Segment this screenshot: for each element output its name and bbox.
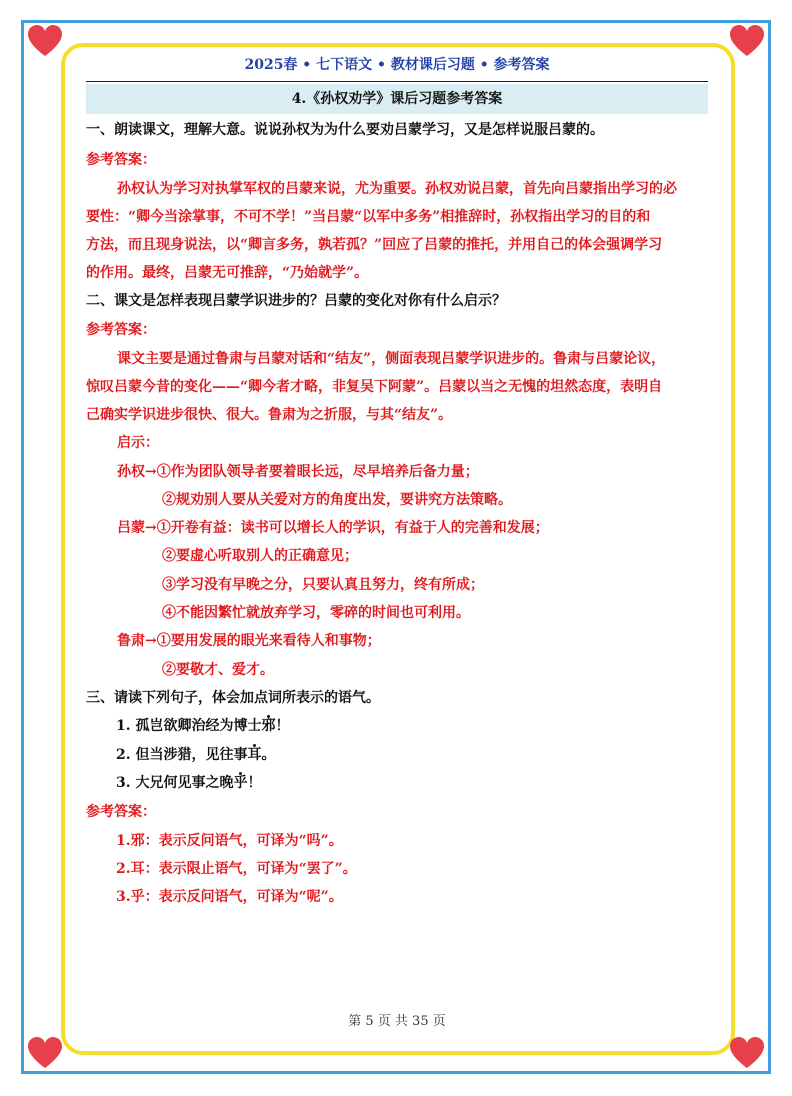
answer-line: 惊叹吕蒙今昔的变化——“卿今者才略，非复吴下阿蒙”。吕蒙以当之无愧的坦然态度，表明自 (86, 379, 663, 395)
question-3: 三、请读下列句子，体会加点词所表示的语气。 (86, 690, 380, 706)
insight-item: ②要敬才、爱才。 (162, 662, 274, 678)
insight-label: 启示： (117, 435, 159, 451)
answer-line: 方法，而且现身说法，以“卿言多务，孰若孤？”回应了吕蒙的推托，并用自己的体会强调学习 (86, 237, 663, 253)
header-divider (86, 81, 708, 82)
sentence-text: 2. 但当涉猎，见往事 (116, 747, 248, 763)
dotted-word: 乎 (233, 775, 248, 791)
answer-line: 己确实学识进步很快、很大。鲁肃为之折服，与其“结友”。 (86, 407, 453, 423)
question-2: 二、课文是怎样表现吕蒙学识进步的？吕蒙的变化对你有什么启示？ (86, 293, 506, 309)
answer-label: 参考答案： (86, 322, 156, 338)
sentence-punct: ！ (275, 718, 290, 734)
insight-item: ②要虚心听取别人的正确意见； (162, 548, 358, 564)
answer-line: 要性：“卿今当涂掌事，不可不学！”当吕蒙“以军中多务”相推辞时，孙权指出学习的目的和 (86, 209, 651, 225)
answer-line: 2.耳：表示限止语气，可译为“罢了”。 (116, 861, 357, 877)
answer-line: 3.乎：表示反问语气，可译为“呢”。 (116, 889, 343, 905)
answer-line: 孙权认为学习对执掌军权的吕蒙来说，尤为重要。孙权劝说吕蒙，首先向吕蒙指出学习的必 (117, 181, 677, 197)
heart-icon (729, 24, 765, 58)
insight-item: 孙权→①作为团队领导者要着眼长远，尽早培养后备力量； (117, 464, 479, 480)
sentence-punct: ！ (247, 775, 262, 791)
sentence-punct: 。 (261, 747, 276, 763)
answer-line: 1.邪：表示反问语气，可译为“吗”。 (116, 833, 343, 849)
heart-icon (729, 1036, 765, 1070)
insight-item: 鲁肃→①要用发展的眼光来看待人和事物； (117, 633, 381, 649)
sentence-item (116, 716, 738, 736)
answer-line: 课文主要是通过鲁肃与吕蒙对话和“结友”，侧面表现吕蒙学识进步的。鲁肃与吕蒙论议， (117, 351, 666, 367)
sentence-item (116, 773, 738, 793)
answer-label: 参考答案： (86, 152, 156, 168)
heart-icon (27, 24, 63, 58)
sentence-text: 1. 孤岂欲卿治经为博士 (116, 718, 262, 734)
sentence-text: 3. 大兄何见事之晚 (116, 775, 234, 791)
answer-line: 的作用。最终，吕蒙无可推辞，“乃始就学”。 (86, 265, 369, 281)
insight-item: 吕蒙→①开卷有益：读书可以增长人的学识，有益于人的完善和发展； (117, 520, 549, 536)
dotted-word: 邪 (261, 718, 276, 734)
sentence-item (116, 745, 738, 765)
document-header-title: 2025春 • 七下语文 • 教材课后习题 • 参考答案 (244, 57, 550, 73)
answer-label: 参考答案： (86, 804, 156, 820)
insight-item: ②规劝别人要从关爱对方的角度出发，要讲究方法策略。 (162, 492, 512, 508)
insight-item: ③学习没有早晚之分，只要认真且努力，终有所成； (162, 577, 484, 593)
lesson-title-bar: 4.《孙权劝学》课后习题参考答案 (86, 84, 708, 114)
page-number-footer: 第 5 页 共 35 页 (348, 1014, 446, 1029)
dotted-word: 耳 (247, 747, 262, 763)
insight-item: ④不能因繁忙就放弃学习，零碎的时间也可利用。 (162, 605, 470, 621)
heart-icon (27, 1036, 63, 1070)
question-1: 一、朗读课文，理解大意。说说孙权为为什么要劝吕蒙学习，又是怎样说服吕蒙的。 (86, 122, 604, 138)
